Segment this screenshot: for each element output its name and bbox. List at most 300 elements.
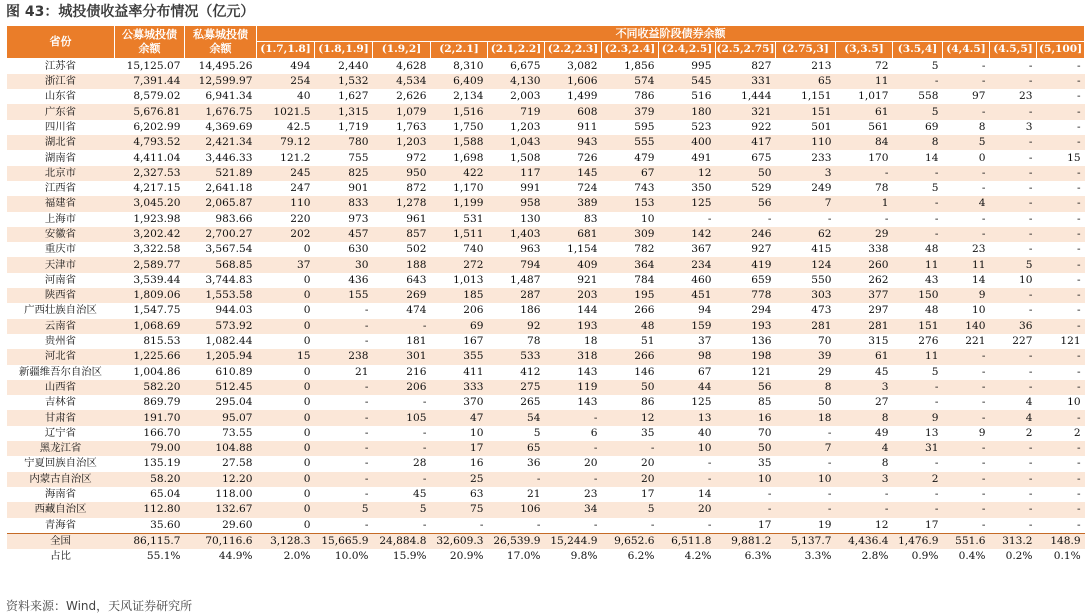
range-value-cell: 110: [257, 196, 315, 211]
range-value-cell: 0: [257, 380, 315, 395]
private-balance-cell: 44.9%: [218, 550, 253, 563]
range-value-cell: 1,499: [567, 90, 598, 103]
range-value-cell: 963: [520, 243, 541, 256]
range-value-cell: -: [1077, 243, 1081, 256]
range-value-cell: -: [1077, 120, 1081, 133]
range-value-cell: 389: [545, 196, 602, 211]
range-value-cell: 1,403: [488, 227, 545, 242]
range-value-cell: 0: [303, 365, 311, 378]
province-cell: 宁夏回族自治区: [24, 457, 97, 470]
range-value-cell: -: [1037, 472, 1085, 487]
private-balance-cell: 70,116.6: [185, 533, 257, 549]
range-value-cell: 2: [893, 472, 943, 487]
province-cell: 河南省: [44, 273, 77, 286]
range-value-cell: 297: [868, 304, 889, 317]
range-value-cell: 0: [257, 502, 315, 517]
range-value-cell: 0.4%: [958, 550, 986, 563]
range-value-cell: -: [893, 166, 943, 181]
range-value-cell: 9,881.2: [716, 533, 776, 549]
private-balance-cell: 4,369.69: [205, 120, 253, 133]
range-value-cell: 25: [431, 472, 488, 487]
range-value-cell: -: [659, 472, 716, 487]
range-value-cell: 4,534: [373, 74, 431, 89]
range-value-cell: 234: [659, 257, 716, 272]
range-value-cell: -: [1077, 518, 1081, 531]
range-value-cell: 10.0%: [334, 550, 369, 563]
range-value-cell: 10: [641, 212, 655, 225]
range-value-cell: 5: [931, 182, 939, 195]
province-cell: 福建省: [7, 196, 115, 211]
range-value-cell: 97: [972, 90, 986, 103]
range-value-cell: 45: [875, 365, 889, 378]
range-value-cell: -: [716, 502, 776, 517]
private-balance-cell: 3,567.54: [205, 243, 253, 256]
range-value-cell: 436: [348, 273, 369, 286]
range-value-cell: 10: [776, 472, 836, 487]
province-cell: 安徽省: [7, 227, 115, 242]
range-value-cell: -: [1077, 212, 1081, 225]
range-value-cell: -: [1037, 196, 1085, 211]
range-value-cell: 3: [836, 380, 893, 395]
yield-range-header: (2.4,2.5]: [659, 42, 716, 58]
private-balance-cell: 568.85: [185, 257, 257, 272]
range-value-cell: 105: [373, 410, 431, 425]
private-balance-cell: 29.60: [222, 518, 253, 531]
yield-range-header: (5,100]: [1037, 42, 1085, 58]
range-value-cell: -: [593, 518, 598, 531]
public-balance-cell: 166.70: [143, 426, 181, 439]
table-row: [7, 303, 1085, 318]
range-value-cell: 275: [488, 380, 545, 395]
range-value-cell: -: [990, 380, 1037, 395]
range-value-cell: 49: [875, 426, 889, 439]
range-value-cell: -: [1028, 212, 1033, 225]
range-value-cell: -: [934, 457, 939, 470]
range-value-cell: -: [1037, 319, 1085, 334]
range-value-cell: 12: [875, 518, 889, 531]
range-value-cell: 338: [868, 243, 889, 256]
range-value-cell: 249: [811, 182, 832, 195]
yield-range-header: (4,4.5]: [943, 42, 990, 58]
range-value-cell: 0.1%: [1053, 550, 1081, 563]
public-balance-cell: 582.20: [115, 380, 185, 395]
table-row: [7, 273, 1085, 288]
province-cell: 云南省: [7, 319, 115, 334]
range-value-cell: -: [315, 319, 373, 334]
range-value-cell: -: [981, 182, 986, 195]
range-value-cell: 8,310: [453, 59, 484, 72]
range-value-cell: 3: [776, 166, 836, 181]
table-row: [7, 319, 1085, 334]
range-value-cell: 65: [776, 74, 836, 89]
public-header-line1: 公募城投债: [122, 27, 177, 41]
range-value-cell: 86: [641, 396, 655, 409]
private-header-line2: 余额: [209, 41, 232, 55]
range-value-cell: 0: [257, 319, 315, 334]
range-value-cell: 1,508: [510, 151, 541, 164]
private-balance-cell: 521.89: [185, 166, 257, 181]
range-value-cell: 69: [925, 120, 939, 133]
range-value-cell: -: [315, 441, 373, 456]
province-cell: 陕西省: [7, 288, 115, 303]
range-value-cell: 491: [691, 151, 712, 164]
public-balance-cell: 7,391.44: [115, 74, 185, 89]
table-row: [7, 472, 1085, 487]
range-value-cell: 48: [602, 319, 659, 334]
range-value-cell: 20: [584, 457, 598, 470]
range-value-cell: 5: [931, 365, 939, 378]
range-value-cell: -: [776, 502, 836, 517]
public-balance-cell: 2,327.53: [115, 166, 185, 181]
province-cell: 河北省: [7, 349, 115, 364]
range-value-cell: 125: [691, 396, 712, 409]
range-value-cell: 23: [1019, 90, 1033, 103]
private-balance-cell: 132.67: [185, 502, 257, 517]
range-value-cell: 0: [303, 304, 311, 317]
province-cell: 湖北省: [7, 135, 115, 150]
range-value-cell: -: [422, 396, 427, 409]
range-value-cell: 422: [431, 166, 488, 181]
range-value-cell: 185: [431, 288, 488, 303]
range-value-cell: 0: [303, 488, 311, 501]
figure-title: 图 43：城投债收益率分布情况（亿元）: [6, 4, 255, 20]
range-value-cell: -: [884, 212, 889, 225]
range-value-cell: 260: [836, 257, 893, 272]
range-value-cell: -: [707, 518, 712, 531]
range-value-cell: -: [943, 441, 990, 456]
range-value-cell: 1,154: [567, 243, 598, 256]
range-value-cell: -: [990, 227, 1037, 242]
range-value-cell: 5: [931, 59, 939, 72]
range-value-cell: 106: [488, 502, 545, 517]
range-value-cell: -: [364, 488, 369, 501]
range-value-cell: -: [934, 212, 939, 225]
private-balance-cell: 14,495.26: [198, 59, 253, 72]
range-value-cell: 15.9%: [392, 550, 427, 563]
range-value-cell: 0: [303, 243, 311, 256]
range-value-cell: 1,203: [373, 135, 431, 150]
range-value-cell: 14: [698, 488, 712, 501]
range-value-cell: -: [1037, 135, 1085, 150]
range-value-cell: 400: [659, 135, 716, 150]
range-value-cell: 50: [716, 441, 776, 456]
range-value-cell: -: [981, 365, 986, 378]
range-value-cell: -: [707, 212, 712, 225]
range-value-cell: 29: [836, 227, 893, 242]
public-balance-cell: 2,589.77: [115, 257, 185, 272]
range-value-cell: 10: [972, 304, 986, 317]
range-value-cell: 921: [577, 273, 598, 286]
range-value-cell: 146: [634, 365, 655, 378]
range-value-cell: -: [981, 59, 986, 72]
range-value-cell: -: [990, 349, 1037, 364]
range-value-cell: 75: [431, 502, 488, 517]
range-value-cell: -: [315, 380, 373, 395]
range-value-cell: 370: [463, 396, 484, 409]
range-value-cell: 216: [406, 365, 427, 378]
private-balance-cell: 573.92: [185, 319, 257, 334]
range-value-cell: 17: [925, 518, 939, 531]
private-balance-cell: 3,744.83: [205, 273, 253, 286]
range-value-cell: 1,750: [453, 120, 484, 133]
yield-range-header: (1.8,1.9]: [315, 42, 373, 58]
range-value-cell: 630: [348, 243, 369, 256]
range-value-cell: 50: [818, 396, 832, 409]
range-value-cell: -: [827, 488, 832, 501]
range-value-cell: 145: [545, 166, 602, 181]
range-value-cell: 10: [470, 426, 484, 439]
range-value-cell: -: [1028, 518, 1033, 531]
range-value-cell: 20: [659, 502, 716, 517]
range-value-cell: 7: [776, 441, 836, 456]
range-value-cell: -: [488, 472, 545, 487]
range-value-cell: 85: [758, 396, 772, 409]
range-value-cell: 18: [584, 335, 598, 348]
range-value-cell: 36: [527, 457, 541, 470]
range-value-cell: -: [767, 212, 772, 225]
range-value-cell: -: [373, 319, 431, 334]
range-value-cell: -: [545, 441, 602, 456]
province-cell: 贵州省: [44, 335, 77, 348]
range-value-cell: 550: [811, 273, 832, 286]
range-value-cell: 350: [691, 182, 712, 195]
range-value-cell: -: [364, 426, 369, 439]
range-value-cell: 63: [470, 488, 484, 501]
range-value-cell: -: [943, 227, 990, 242]
range-value-cell: 203: [545, 288, 602, 303]
range-value-cell: 265: [520, 396, 541, 409]
public-balance-cell: 3,202.42: [115, 227, 185, 242]
range-value-cell: 1,079: [373, 104, 431, 119]
range-value-cell: -: [1077, 59, 1081, 72]
range-value-cell: -: [1037, 166, 1085, 181]
range-value-cell: 186: [520, 304, 541, 317]
private-balance-cell: 6,941.34: [205, 90, 253, 103]
range-value-cell: 70: [758, 426, 772, 439]
range-value-cell: 136: [751, 335, 772, 348]
range-value-cell: 11: [893, 257, 943, 272]
range-value-cell: 15: [257, 349, 315, 364]
range-value-cell: -: [767, 488, 772, 501]
yield-distribution-table: [6, 25, 1085, 564]
yield-range-header: (2.2,2.3]: [545, 42, 602, 58]
range-value-cell: 266: [634, 304, 655, 317]
range-value-cell: 50: [716, 166, 776, 181]
province-cell: 海南省: [44, 488, 77, 501]
range-value-cell: 0: [257, 441, 315, 456]
range-value-cell: 140: [943, 319, 990, 334]
range-value-cell: 9: [978, 426, 986, 439]
province-cell: 青海省: [44, 518, 77, 531]
table-row: [7, 58, 1085, 74]
range-value-cell: 595: [634, 120, 655, 133]
range-value-cell: -: [981, 212, 986, 225]
range-value-cell: 0: [303, 457, 311, 470]
province-cell: 四川省: [44, 120, 77, 133]
range-value-cell: 1,444: [741, 90, 772, 103]
range-value-cell: 17: [431, 441, 488, 456]
range-value-cell: 37: [698, 335, 712, 348]
range-value-cell: 142: [659, 227, 716, 242]
public-balance-cell: 4,217.15: [133, 182, 181, 195]
range-value-cell: 9,652.6: [602, 533, 659, 549]
range-value-cell: 494: [290, 59, 311, 72]
range-value-cell: 501: [811, 120, 832, 133]
range-value-cell: -: [836, 166, 893, 181]
range-value-cell: 3.3%: [804, 550, 832, 563]
range-value-cell: 148.9: [1037, 533, 1085, 549]
range-value-cell: -: [1077, 488, 1081, 501]
range-value-cell: 724: [577, 182, 598, 195]
range-value-cell: -: [545, 410, 602, 425]
range-value-cell: -: [1037, 380, 1085, 395]
range-value-cell: 2.8%: [861, 550, 889, 563]
range-value-cell: 415: [811, 243, 832, 256]
range-value-cell: 4: [990, 410, 1037, 425]
public-balance-cell: 112.80: [115, 502, 185, 517]
table-row: [7, 549, 1085, 564]
range-value-cell: 11: [836, 74, 893, 89]
range-value-cell: 119: [545, 380, 602, 395]
range-value-cell: 23: [972, 243, 986, 256]
range-value-cell: 9: [893, 410, 943, 425]
range-value-cell: 6.2%: [627, 550, 655, 563]
range-value-cell: -: [981, 488, 986, 501]
range-value-cell: 39: [776, 349, 836, 364]
range-value-cell: 419: [716, 257, 776, 272]
range-value-cell: 719: [488, 104, 545, 119]
range-value-cell: 995: [691, 59, 712, 72]
range-value-cell: 11: [893, 349, 943, 364]
range-value-cell: -: [893, 227, 943, 242]
range-value-cell: -: [893, 196, 943, 211]
range-value-cell: 14: [925, 151, 939, 164]
range-value-cell: 67: [698, 365, 712, 378]
range-value-cell: 367: [691, 243, 712, 256]
province-cell: 西藏自治区: [7, 502, 115, 517]
range-value-cell: 10: [1067, 396, 1081, 409]
range-value-cell: 2,626: [396, 90, 427, 103]
range-value-cell: 5: [893, 104, 943, 119]
public-balance-cell: 4,793.52: [115, 135, 185, 150]
public-balance-cell: 1,004.86: [133, 365, 181, 378]
range-value-cell: 2.0%: [283, 550, 311, 563]
table-row: [7, 456, 1085, 471]
table-row: [7, 533, 1085, 549]
public-balance-cell: 5,676.81: [115, 104, 185, 119]
range-value-cell: 78: [527, 335, 541, 348]
range-value-cell: 460: [691, 273, 712, 286]
range-value-cell: -: [1028, 59, 1033, 72]
range-value-cell: 36: [990, 319, 1037, 334]
range-value-cell: 786: [634, 90, 655, 103]
range-value-cell: 233: [811, 151, 832, 164]
range-value-cell: -: [893, 380, 943, 395]
range-value-cell: 6,675: [510, 59, 541, 72]
private-balance-cell: 12.20: [185, 472, 257, 487]
range-value-cell: 0: [303, 518, 311, 531]
range-value-cell: -: [990, 104, 1037, 119]
range-value-cell: 61: [836, 349, 893, 364]
range-value-cell: 43: [925, 273, 939, 286]
table-row: [7, 166, 1085, 181]
public-balance-cell: 65.04: [150, 488, 181, 501]
range-value-cell: 857: [373, 227, 431, 242]
province-cell: 重庆市: [44, 243, 77, 256]
range-value-cell: 180: [659, 104, 716, 119]
table-row: [7, 89, 1085, 104]
range-value-cell: 13: [659, 410, 716, 425]
range-value-cell: 529: [751, 182, 772, 195]
public-balance-cell: 3,045.20: [115, 196, 185, 211]
range-value-cell: 193: [545, 319, 602, 334]
range-value-cell: 3,128.3: [257, 533, 315, 549]
public-balance-cell: 35.60: [150, 518, 181, 531]
range-value-cell: 303: [776, 288, 836, 303]
range-value-cell: -: [1077, 273, 1081, 286]
range-value-cell: 901: [348, 182, 369, 195]
range-value-cell: 70: [818, 335, 832, 348]
range-value-cell: 269: [373, 288, 431, 303]
range-value-cell: 502: [406, 243, 427, 256]
range-value-cell: -: [990, 135, 1037, 150]
range-value-cell: 35: [758, 457, 772, 470]
range-value-cell: 0: [257, 472, 315, 487]
range-value-cell: 8: [836, 410, 893, 425]
range-value-cell: 72: [875, 59, 889, 72]
range-value-cell: 238: [315, 349, 373, 364]
range-value-cell: 675: [751, 151, 772, 164]
range-value-cell: 17: [641, 488, 655, 501]
range-value-cell: 451: [659, 288, 716, 303]
range-value-cell: 1,476.9: [893, 533, 943, 549]
table-row: [7, 120, 1085, 135]
range-value-cell: -: [943, 104, 990, 119]
table-row: [7, 502, 1085, 517]
range-value-cell: 28: [413, 457, 427, 470]
range-value-cell: -: [1037, 502, 1085, 517]
range-value-cell: 5: [990, 257, 1037, 272]
private-balance-cell: 1,205.94: [185, 349, 257, 364]
range-value-cell: 473: [811, 304, 832, 317]
range-value-cell: 4.2%: [684, 550, 712, 563]
range-value-cell: 516: [691, 90, 712, 103]
range-value-cell: 0: [303, 273, 311, 286]
private-balance-cell: 95.07: [185, 410, 257, 425]
range-value-cell: 26,539.9: [488, 533, 545, 549]
range-value-cell: 281: [776, 319, 836, 334]
range-value-cell: 457: [315, 227, 373, 242]
range-value-cell: -: [981, 396, 986, 409]
range-value-cell: 972: [406, 151, 427, 164]
range-value-cell: -: [422, 518, 427, 531]
range-value-cell: 778: [716, 288, 776, 303]
range-value-cell: 14: [972, 273, 986, 286]
range-value-cell: -: [893, 74, 943, 89]
table-row: [7, 349, 1085, 364]
province-cell: 黑龙江省: [7, 441, 115, 456]
range-value-cell: 62: [776, 227, 836, 242]
table-row: [7, 518, 1085, 534]
range-value-cell: 2: [1073, 426, 1081, 439]
range-value-cell: 5: [602, 502, 659, 517]
range-value-cell: 331: [716, 74, 776, 89]
public-balance-cell: 3,539.44: [133, 273, 181, 286]
private-balance-cell: 73.55: [222, 426, 253, 439]
range-value-cell: 5: [373, 502, 431, 517]
range-value-cell: -: [1037, 441, 1085, 456]
range-value-cell: 659: [751, 273, 772, 286]
